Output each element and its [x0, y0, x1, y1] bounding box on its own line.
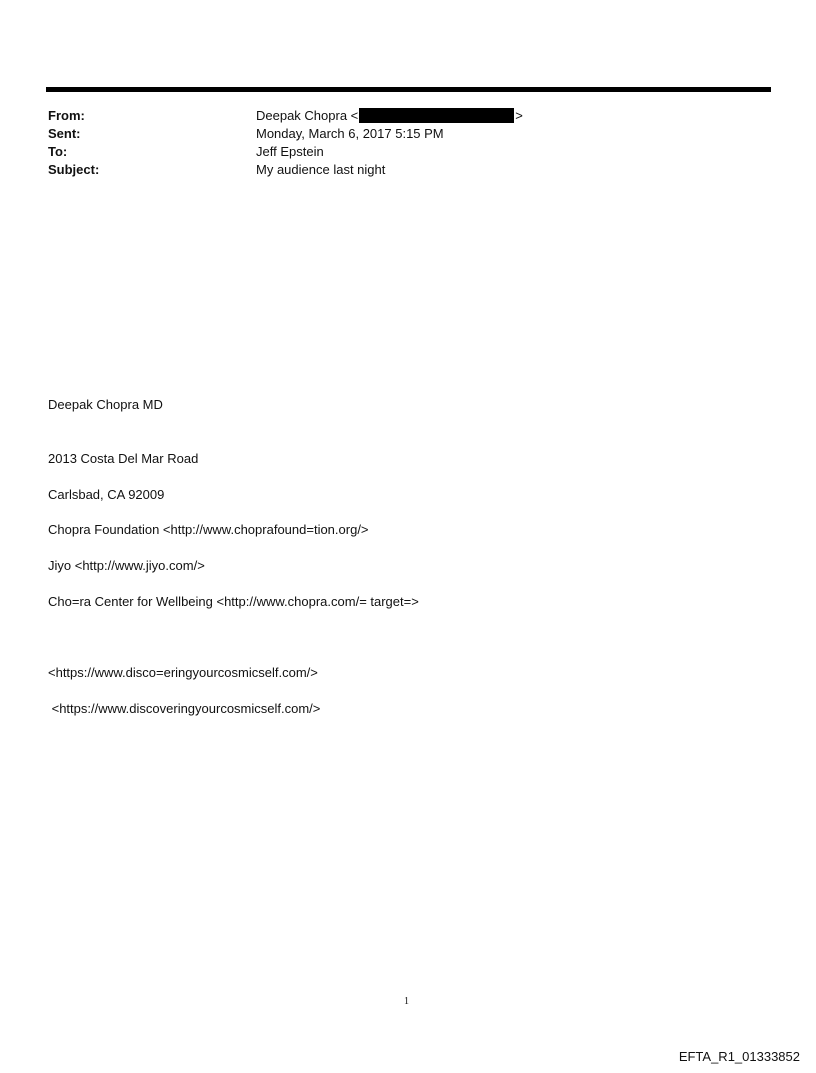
redaction-box	[359, 108, 514, 123]
sent-row	[48, 125, 523, 143]
address-street: 2013 Costa Del Mar Road	[48, 451, 199, 466]
jiyo-link: Jiyo <http://www.jiyo.com/>	[48, 558, 205, 573]
signature-name: Deepak Chopra MD	[48, 397, 163, 412]
sent-label: Sent:	[48, 126, 81, 141]
email-header	[48, 107, 523, 179]
header-rule	[46, 87, 771, 92]
subject-value: My audience last night	[256, 162, 386, 177]
page-number: 1	[404, 996, 409, 1007]
from-value: Deepak Chopra < >	[256, 108, 523, 123]
to-label: To:	[48, 144, 68, 159]
address-city: Carlsbad, CA 92009	[48, 487, 165, 502]
sent-value: Monday, March 6, 2017 5:15 PM	[256, 126, 444, 141]
cosmicself-link-1: <https://www.disco=eringyourcosmicself.com/>	[48, 665, 318, 680]
subject-label: Subject:	[48, 162, 100, 177]
to-row	[48, 143, 523, 161]
foundation-link: Chopra Foundation <http://www.choprafound=tion.org/>	[48, 522, 369, 537]
to-value: Jeff Epstein	[256, 144, 324, 159]
from-row	[48, 107, 523, 125]
subject-row	[48, 161, 523, 179]
from-label: From:	[48, 108, 85, 123]
document-id: EFTA_R1_01333852	[678, 1049, 800, 1064]
wellbeing-link: Cho=ra Center for Wellbeing <http://www.chopra.com/= target=>	[48, 594, 419, 609]
cosmicself-link-2: <https://www.discoveringyourcosmicself.com/>	[48, 701, 321, 716]
